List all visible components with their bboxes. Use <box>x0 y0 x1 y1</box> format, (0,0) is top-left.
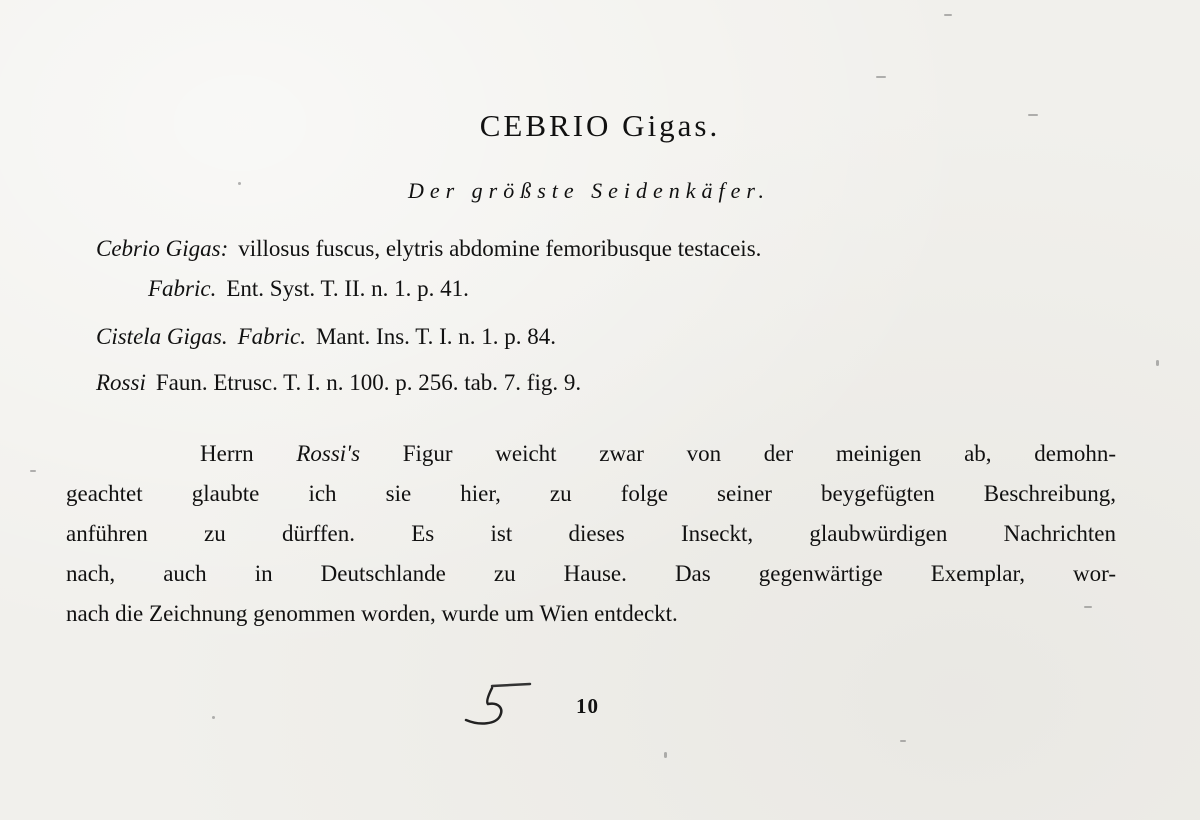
synonym-author: Fabric. <box>148 276 217 301</box>
paper-speck <box>664 752 667 758</box>
paper-speck <box>876 76 886 78</box>
paper-speck <box>1156 360 1159 366</box>
paragraph-line: geachtet glaubte ich sie hier, zu folge seiner beygefügten Beschreibung, <box>66 481 1116 506</box>
synonym-line-1 <box>96 236 761 262</box>
paragraph-line <box>66 434 1116 474</box>
paper-speck <box>900 740 906 742</box>
paper-speck <box>944 14 952 16</box>
synonym-line-1-ref <box>148 276 469 302</box>
synonym-reference: Ent. Syst. T. II. n. 1. p. 41. <box>226 276 469 301</box>
paragraph-text: Figur weicht zwar von der meinigen ab, demohn- <box>360 441 1116 466</box>
synonym-description: villosus fuscus, elytris abdomine femoribusque testaceis. <box>238 236 762 261</box>
paper-speck <box>30 470 36 472</box>
handwritten-mark <box>458 676 538 732</box>
synonym-reference: Faun. Etrusc. T. I. n. 100. p. 256. tab. 7. fig. 9. <box>155 370 582 395</box>
synonym-name: Cebrio Gigas: <box>96 236 229 261</box>
body-paragraph <box>66 434 1116 634</box>
synonym-line-3 <box>96 370 581 396</box>
paragraph-italic-name: Rossi's <box>296 441 361 466</box>
paragraph-text: Herrn <box>200 441 297 466</box>
synonym-name: Cistela Gigas. <box>96 324 228 349</box>
paper-speck <box>212 716 215 719</box>
synonym-reference: Mant. Ins. T. I. n. 1. p. 84. <box>315 324 556 349</box>
paragraph-line: nach die Zeichnung genommen worden, wurde um Wien entdeckt. <box>66 601 678 626</box>
synonym-name: Rossi <box>96 370 146 395</box>
synonym-line-2 <box>96 324 556 350</box>
page-title: CEBRIO Gigas. <box>479 108 721 143</box>
page-subtitle: Der größste Seidenkäfer. <box>407 178 771 203</box>
synonym-author: Fabric. <box>237 324 306 349</box>
paragraph-line: nach, auch in Deutschlande zu Hause. Das gegenwärtige Exemplar, wor- <box>66 561 1116 586</box>
paragraph-line: anführen zu dürffen. Es ist dieses Inseckt, glaubwürdigen Nachrichten <box>66 521 1116 546</box>
page-number: 10 <box>576 694 599 718</box>
